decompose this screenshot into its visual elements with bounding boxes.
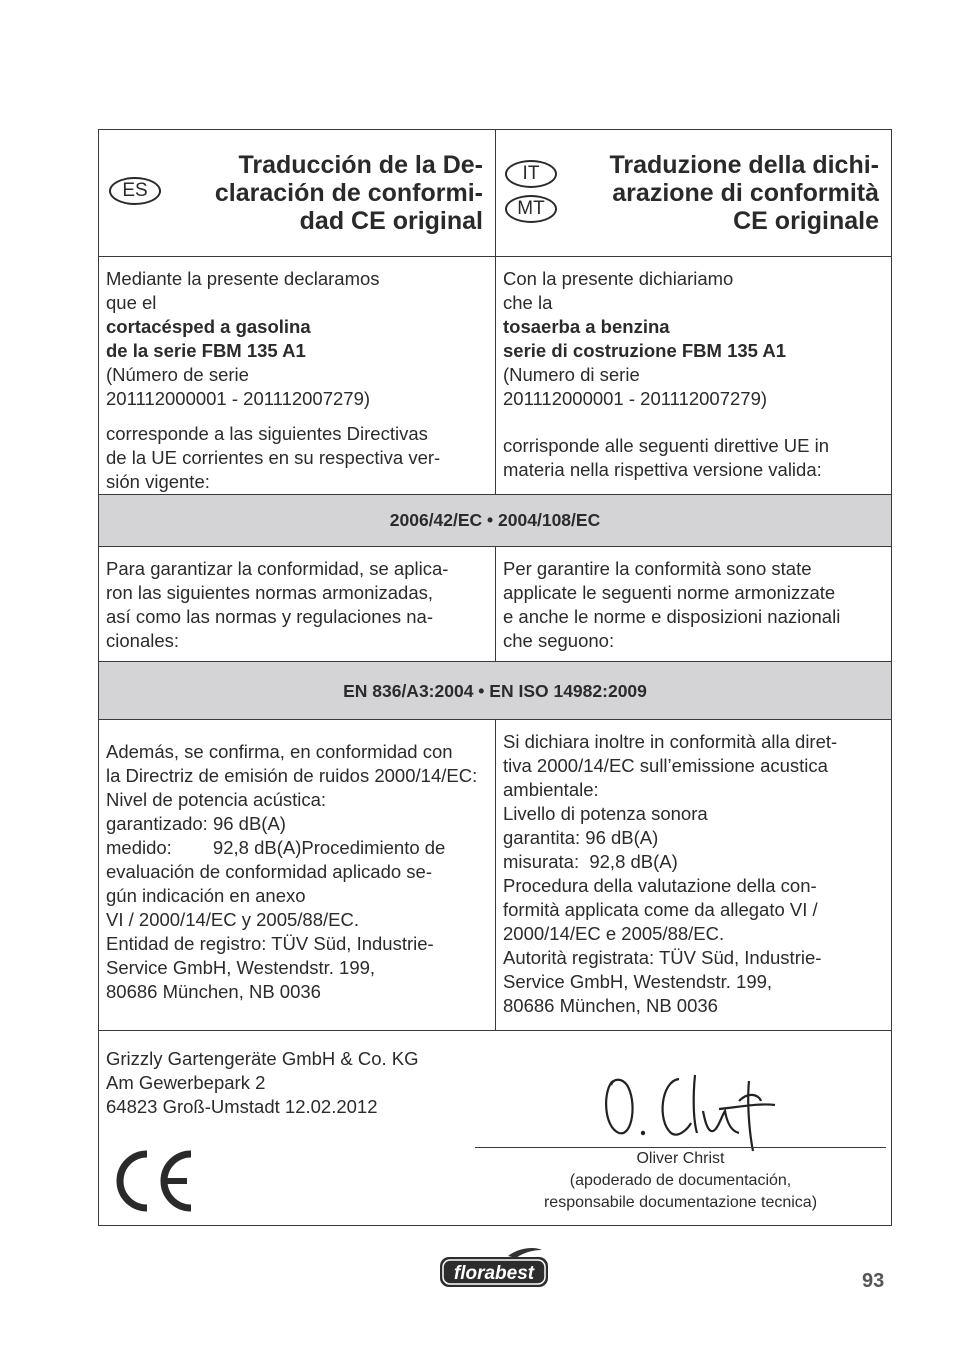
es-badge: ES: [109, 177, 161, 205]
product-name: tosaerba a benzina: [503, 316, 670, 337]
title-line: CE originale: [733, 207, 879, 235]
page-number: 93: [862, 1270, 885, 1292]
intro-es: [99, 257, 496, 494]
text-line: VI / 2000/14/EC y 2005/88/EC.: [106, 909, 359, 930]
text-line: de la UE corrientes en su respectiva ver-: [106, 447, 441, 468]
text-line: che la: [503, 292, 553, 313]
manufacturer-address: [106, 1047, 419, 1119]
signatory-role: responsabile documentazione tecnica): [543, 1194, 818, 1211]
directives-band: [99, 495, 891, 547]
text-line: Autorità registrata: TÜV Süd, Industrie-: [503, 947, 822, 968]
text-line: tiva 2000/14/EC sull’emissione acustica: [503, 755, 828, 776]
declaration-table: [98, 129, 892, 1226]
text-line: 80686 München, NB 0036: [503, 995, 718, 1016]
text-line: Service GmbH, Westendstr. 199,: [503, 971, 773, 992]
text-line: Grizzly Gartengeräte GmbH & Co. KG: [106, 1048, 419, 1069]
norms-intro-es: [99, 547, 496, 661]
text-line: medido: 92,8 dB(A)Procedimiento de: [106, 837, 446, 858]
norms-text: EN 836/A3:2004 • EN ISO 14982:2009: [343, 681, 647, 701]
text-line: evaluación de conformidad aplicado se-: [106, 861, 433, 882]
text-line: la Directriz de emisión de ruidos 2000/14/EC:: [106, 765, 478, 786]
text-line: que el: [106, 292, 157, 313]
text-line: cionales:: [106, 630, 180, 651]
text-line: misurata: 92,8 dB(A): [503, 851, 678, 872]
text-line: Nivel de potencia acústica:: [106, 789, 327, 810]
text-line: corrisponde alle seguenti direttive UE in: [503, 435, 829, 456]
norms-band: [99, 662, 891, 720]
noise-es-text: [106, 740, 477, 1004]
ce-mark-icon: [111, 1146, 197, 1216]
serial-range: 201112000001 - 201112007279): [106, 388, 371, 409]
noise-es: [99, 720, 496, 1030]
it-badge: IT: [505, 160, 557, 188]
text-line: Livello di potenza sonora: [503, 803, 708, 824]
title-line: claración de conformi-: [214, 179, 483, 207]
text-line: applicate le seguenti norme armonizzate: [503, 582, 836, 603]
text-line: Para garantizar la conformidad, se aplica-: [106, 558, 449, 579]
norms-intro-es-text: [106, 557, 448, 653]
header-es-title: [163, 151, 483, 235]
text-line: Además, se confirma, en conformidad con: [106, 741, 453, 762]
text-line: Procedura della valutazione della con-: [503, 875, 817, 896]
text-line: así como las normas y regulaciones na-: [106, 606, 433, 627]
norms-intro-it-text: [503, 557, 840, 653]
header-it-title: [559, 151, 879, 235]
header-row: [99, 130, 891, 257]
svg-text:florabest: florabest: [453, 1263, 535, 1284]
text-line: ron las siguientes normas armonizadas,: [106, 582, 433, 603]
intro-it-text: [503, 267, 786, 411]
text-line: materia nella rispettiva versione valida:: [503, 459, 822, 480]
product-series: de la serie FBM 135 A1: [106, 340, 306, 361]
text-line: 64823 Groß-Umstadt 12.02.2012: [106, 1096, 378, 1117]
header-es: [99, 130, 496, 256]
product-name: cortacésped a gasolina: [106, 316, 311, 337]
directive-it-text: [503, 434, 829, 482]
text-line: Service GmbH, Westendstr. 199,: [106, 957, 376, 978]
title-line: Traducción de la De-: [238, 151, 483, 179]
text-line: e anche le norme e disposizioni nazionali: [503, 606, 841, 627]
text-line: che seguono:: [503, 630, 615, 651]
title-line: dad CE original: [299, 207, 483, 235]
text-line: sión vigente:: [106, 471, 210, 492]
serial-range: 201112000001 - 201112007279): [503, 388, 768, 409]
product-series: serie di costruzione FBM 135 A1: [503, 340, 787, 361]
directives-text: 2006/42/EC • 2004/108/EC: [389, 510, 601, 530]
title-line: Traduzione della dichi-: [609, 151, 879, 179]
text-line: formità applicata come da allegato VI /: [503, 899, 818, 920]
text-line: Con la presente dichiariamo: [503, 268, 734, 289]
text-line: Mediante la presente declaramos: [106, 268, 380, 289]
noise-it: [496, 720, 891, 1030]
norms-intro-row: [99, 547, 891, 662]
text-line: (Numero di serie: [503, 364, 640, 385]
florabest-logo: [438, 1246, 552, 1290]
intro-it: [496, 257, 891, 494]
header-it: [496, 130, 891, 256]
noise-row: [99, 720, 891, 1031]
text-line: ambientale:: [503, 779, 599, 800]
text-line: 2000/14/EC e 2005/88/EC.: [503, 923, 725, 944]
text-line: (Número de serie: [106, 364, 249, 385]
title-line: arazione di conformità: [612, 179, 879, 207]
noise-it-text: [503, 730, 837, 1018]
text-line: corresponde a las siguientes Directivas: [106, 423, 428, 444]
text-line: Si dichiara inoltre in conformità alla diret-: [503, 731, 838, 752]
signatory-name: Oliver Christ: [636, 1150, 725, 1167]
footer-row: [99, 1031, 891, 1225]
directive-es-text: [106, 422, 440, 494]
mt-badge: MT: [505, 195, 557, 223]
text-line: Per garantire la conformità sono state: [503, 558, 812, 579]
text-line: Am Gewerbepark 2: [106, 1072, 266, 1093]
signature-image: [599, 1071, 779, 1153]
text-line: gún indicación en anexo: [106, 885, 306, 906]
signatory-role: (apoderado de documentación,: [569, 1172, 792, 1189]
text-line: Entidad de registro: TÜV Süd, Industrie-: [106, 933, 434, 954]
norms-intro-it: [496, 547, 891, 661]
signatory-caption: [475, 1148, 886, 1214]
text-line: garantita: 96 dB(A): [503, 827, 659, 848]
text-line: garantizado: 96 dB(A): [106, 813, 286, 834]
intro-es-text: [106, 267, 380, 411]
intro-row: [99, 257, 891, 495]
text-line: 80686 München, NB 0036: [106, 981, 321, 1002]
